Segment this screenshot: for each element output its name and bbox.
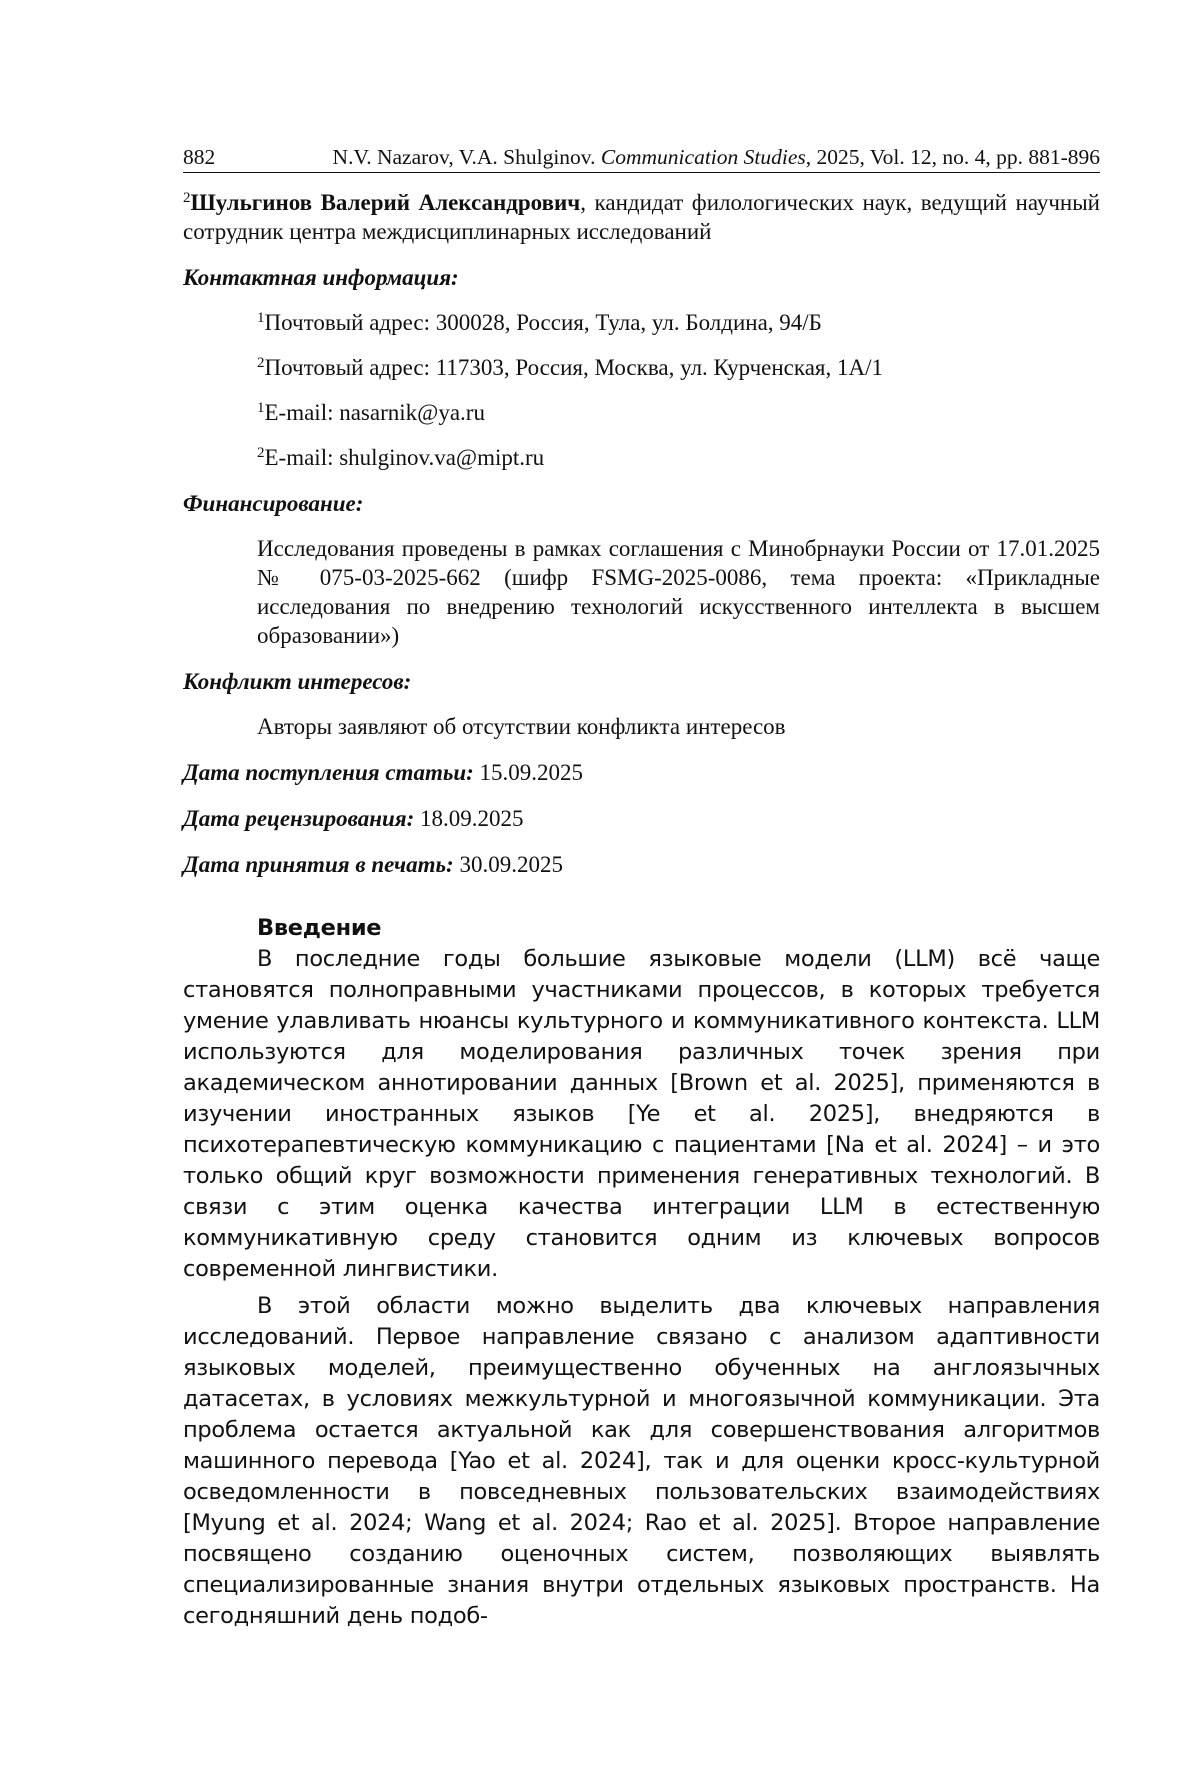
footnote-mark: 2 (257, 355, 265, 371)
author-name: Шульгинов Валерий Александрович (190, 190, 581, 215)
date-label: Дата поступления статьи: (183, 760, 474, 785)
date-value: 18.09.2025 (414, 806, 524, 831)
footnote-mark: 1 (257, 400, 265, 416)
paragraph: В последние годы большие языковые модели (LLM) всё чаще становятся полноправными участниками процессов, в которых требуется умение улавливать нюансы культурного и коммуникативного контекста. LLM используются для моделирования различных точек зрения при академическом аннотировании данных [Brown et al. 2025], применяются в изучении иностранных языков [Ye et al. 2025], внедряются в психотерапевтическую коммуникацию с пациентами [Na et al. 2024] – и это только общий круг возможности применения генеративных технологий. В связи с этим оценка качества интеграции LLM в естественную коммуникативную среду становится одним из ключевых вопросов современной лингвистики. (183, 946, 1100, 1282)
contact-text: Почтовый адрес: 300028, Россия, Тула, ул. Болдина, 94/Б (264, 310, 822, 335)
funding-text: Исследования проведены в рамках соглашения с Минобрнауки России от 17.01.2025 № 075-03-2025-662 (шифр FSMG-2025-0086, тема проекта: «Прикладные исследования по внедрению технологий искусственного интеллекта в высшем образовании») (257, 536, 1100, 648)
citation-line (333, 143, 1100, 171)
contact-email-2 (257, 443, 1100, 472)
citation-authors: N.V. Nazarov, V.A. Shulginov. (332, 145, 596, 169)
date-label: Дата рецензирования: (183, 806, 415, 831)
article-metadata (183, 180, 1100, 879)
contact-postal-2 (257, 353, 1100, 382)
journal-name: Communication Studies (600, 145, 806, 169)
author-affiliation: , кандидат филологических наук, ведущий научный сотрудник центра междисциплинарных исследований (183, 190, 1100, 244)
citation-details: , 2025, Vol. 12, no. 4, pp. 881-896 (805, 145, 1100, 169)
date-value: 30.09.2025 (453, 852, 563, 877)
paragraph: В этой области можно выделить два ключевых направления исследований. Первое направление связано с анализом адаптивности языковых моделей, преимущественно обученных на англоязычных датасетах, в условиях межкультурной и многоязычной коммуникации. Эта проблема остается актуальной как для совершенствования алгоритмов машинного перевода [Yao et al. 2024], так и для оценки кросс-культурной осведомленности в повседневных пользовательских взаимодействиях [Myung et al. 2024; Wang et al. 2024; Rao et al. 2025]. Второе направление посвящено созданию оценочных систем, позволяющих выявлять специализированные знания внутри отдельных языковых пространств. На сегодняшний день подоб- (183, 1293, 1100, 1629)
date-accepted (183, 850, 1100, 879)
date-label: Дата принятия в печать: (183, 852, 454, 877)
funding-heading: Финансирование: (183, 491, 364, 516)
author-info (183, 188, 1100, 246)
page-number: 882 (183, 145, 216, 169)
date-reviewed (183, 804, 1100, 833)
footnote-mark: 1 (257, 310, 265, 326)
date-received (183, 758, 1100, 787)
contact-heading: Контактная информация: (183, 265, 459, 290)
contact-postal-1 (257, 308, 1100, 337)
running-header (183, 143, 1100, 173)
contact-text: E-mail: nasarnik@ya.ru (264, 400, 485, 425)
date-value: 15.09.2025 (473, 760, 584, 785)
conflict-text: Авторы заявляют об отсутствии конфликта интересов (257, 714, 786, 739)
contact-email-1 (257, 398, 1100, 427)
section-title: Введение (257, 915, 382, 941)
author-sup: 2 (183, 190, 191, 206)
document-page (183, 0, 1100, 1779)
contact-text: Почтовый адрес: 117303, Россия, Москва, ул. Курченская, 1А/1 (264, 355, 883, 380)
introduction-section (183, 913, 1100, 1632)
footnote-mark: 2 (257, 445, 265, 461)
conflict-heading: Конфликт интересов: (183, 669, 412, 694)
contact-text: E-mail: shulginov.va@mipt.ru (264, 445, 545, 470)
